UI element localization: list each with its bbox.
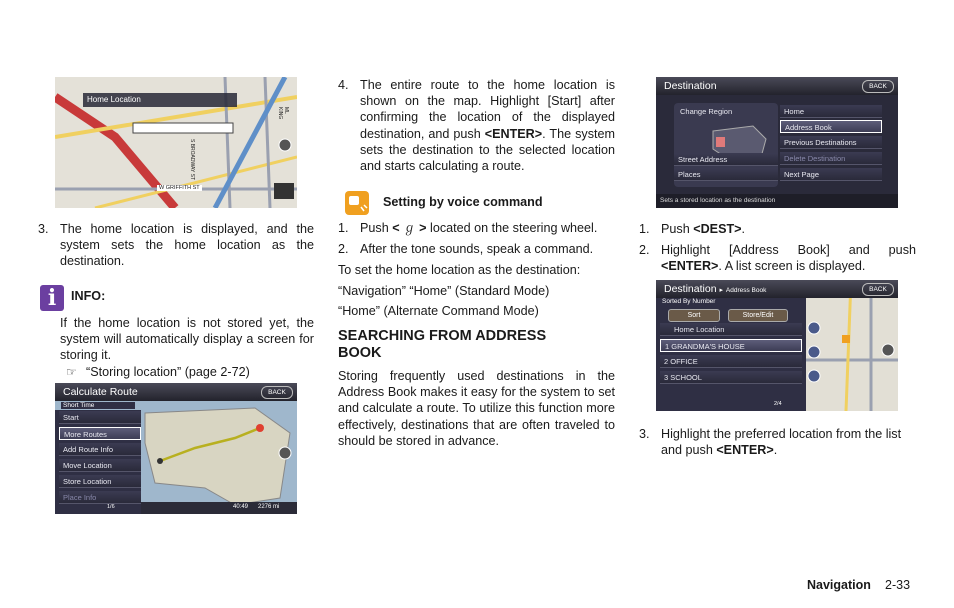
voice-step-1	[338, 220, 615, 236]
talk-key-open: <	[392, 221, 404, 235]
screen-title: Calculate Route	[63, 386, 138, 398]
list-item-office[interactable]: 2 OFFICE	[660, 355, 802, 368]
store-edit-button[interactable]: Store/Edit	[728, 309, 788, 322]
reference-text: “Storing location” (page 2-72)	[86, 365, 250, 379]
step-text	[360, 220, 615, 236]
street-label-mlking: ML KING	[277, 107, 289, 120]
footer-page-number: 2-33	[885, 578, 911, 592]
section-title	[338, 328, 546, 362]
address-book-screenshot	[656, 280, 898, 411]
right-step-1	[639, 221, 916, 237]
talk-key-close: >	[415, 221, 427, 235]
street-label-griffith: W GRIFFITH ST	[159, 185, 200, 191]
info-icon: i	[40, 285, 64, 311]
step-text-b: .	[741, 222, 746, 236]
menu-delete-destination[interactable]: Delete Destination	[780, 152, 882, 165]
home-location-map-screenshot	[55, 77, 297, 208]
voice-command-icon	[345, 191, 369, 215]
enter-key: <ENTER>	[484, 126, 543, 141]
step-text-b: . A list screen is displayed.	[718, 259, 866, 274]
right-step-2	[639, 242, 916, 274]
right-step-3	[639, 426, 916, 458]
page-indicator: 1/6	[107, 504, 115, 510]
info-heading: INFO:	[71, 289, 106, 303]
breadcrumb-arrow: ▸	[719, 287, 723, 294]
section-title-line-2: BOOK	[338, 345, 382, 361]
footer-section: Navigation	[807, 578, 871, 592]
page-reference	[66, 364, 250, 380]
menu-store-location[interactable]: Store Location	[59, 475, 141, 488]
sort-button[interactable]: Sort	[668, 309, 720, 322]
voice-heading: Setting by voice command	[383, 195, 543, 209]
step-number: 1.	[639, 222, 650, 236]
step-text	[661, 242, 916, 274]
enter-key: <ENTER>	[661, 259, 719, 274]
voice-line-3: “Home” (Alternate Command Mode)	[338, 304, 539, 318]
step-number: 4.	[338, 78, 349, 92]
destination-screenshot	[656, 77, 898, 208]
step-text	[360, 77, 615, 174]
menu-change-region[interactable]: Change Region	[680, 107, 733, 116]
talk-icon: ℊ	[403, 221, 416, 235]
step-number: 3.	[639, 427, 650, 441]
menu-place-info[interactable]: Place Info	[59, 491, 141, 504]
menu-street-address[interactable]: Street Address	[674, 153, 778, 166]
page-indicator: 2/4	[774, 401, 782, 407]
reference-hand-icon: ☞	[66, 365, 77, 379]
voice-line-1: To set the home location as the destination:	[338, 263, 581, 277]
info-text: If the home location is not stored yet, the system will automatically display a screen for storing it.	[60, 316, 314, 363]
route-distance: 2276 mi	[258, 504, 280, 510]
list-item-school[interactable]: 3 SCHOOL	[660, 371, 802, 384]
list-item-home-location[interactable]: Home Location	[660, 323, 802, 336]
address-book-header	[656, 280, 898, 298]
back-button[interactable]: BACK	[862, 80, 894, 93]
calculate-route-header	[55, 383, 297, 401]
step-text-a: Push	[360, 221, 393, 235]
step-number: 1.	[338, 221, 349, 235]
step-text-a: Highlight [Address Book] and push	[661, 243, 916, 257]
menu-move-location[interactable]: Move Location	[59, 459, 141, 472]
step-number: 3.	[38, 222, 49, 236]
calculate-route-screenshot	[55, 383, 297, 514]
step-text-b: . The system sets the destination to the selected location and starts calculating a route.	[360, 126, 615, 174]
menu-start[interactable]: Start	[59, 411, 141, 424]
menu-previous-destinations[interactable]: Previous Destinations	[780, 136, 882, 149]
route-time: 40:49	[233, 504, 249, 510]
menu-add-route-info[interactable]: Add Route Info	[59, 443, 141, 456]
step-text-a: Highlight the preferred location from the list and push	[661, 427, 902, 458]
step-4	[338, 77, 615, 174]
screen-title: Destination	[664, 80, 717, 92]
dest-key: <DEST>	[693, 222, 742, 236]
breadcrumb: Address Book	[725, 287, 767, 294]
enter-key: <ENTER>	[716, 443, 774, 458]
menu-home[interactable]: Home	[780, 105, 882, 118]
menu-places[interactable]: Places	[674, 168, 778, 181]
menu-more-routes[interactable]: More Routes	[59, 427, 141, 440]
menu-next-page[interactable]: Next Page	[780, 168, 882, 181]
step-text	[661, 221, 916, 237]
route-subtitle: Short Time	[61, 402, 135, 409]
step-text: The home location is displayed, and the system sets the home location as the destination.	[60, 222, 314, 269]
street-label-broadway: S BROADWAY ST	[189, 139, 195, 181]
step-text: After the tone sounds, speak a command.	[360, 242, 594, 256]
destination-header	[656, 77, 898, 95]
voice-line-2: “Navigation” “Home” (Standard Mode)	[338, 284, 550, 298]
step-text-a: Push	[661, 222, 694, 236]
map-title: Home Location	[87, 95, 141, 104]
back-button[interactable]: BACK	[261, 386, 293, 399]
back-button[interactable]: BACK	[862, 283, 894, 296]
section-title-line-1: SEARCHING FROM ADDRESS	[338, 328, 547, 344]
step-text-b: located on the steering wheel.	[426, 221, 598, 235]
step-text	[661, 426, 916, 458]
step-text-a: The entire route to the home location is shown on the map. Highlight [Start] after confirming the location of the displayed destination, and push	[360, 78, 615, 141]
step-text-b: .	[773, 443, 778, 458]
step-3	[38, 221, 314, 270]
voice-step-2	[338, 241, 615, 257]
section-paragraph: Storing frequently used destinations in the Address Book makes it easy for the system to set and calculate a route. To utilize this function more effectively, destinations that are often traveled to should be stored in advance.	[338, 369, 615, 448]
status-bar: Sets a stored location as the destination	[656, 194, 898, 208]
step-number: 2.	[639, 243, 650, 257]
step-number: 2.	[338, 242, 349, 256]
screen-title: Destination	[664, 283, 717, 295]
sorted-label: Sorted By Number	[662, 298, 716, 305]
list-item-grandmas-house[interactable]: 1 GRANDMA'S HOUSE	[660, 339, 802, 352]
map-title-bar	[83, 93, 237, 107]
menu-address-book[interactable]: Address Book	[780, 120, 882, 133]
